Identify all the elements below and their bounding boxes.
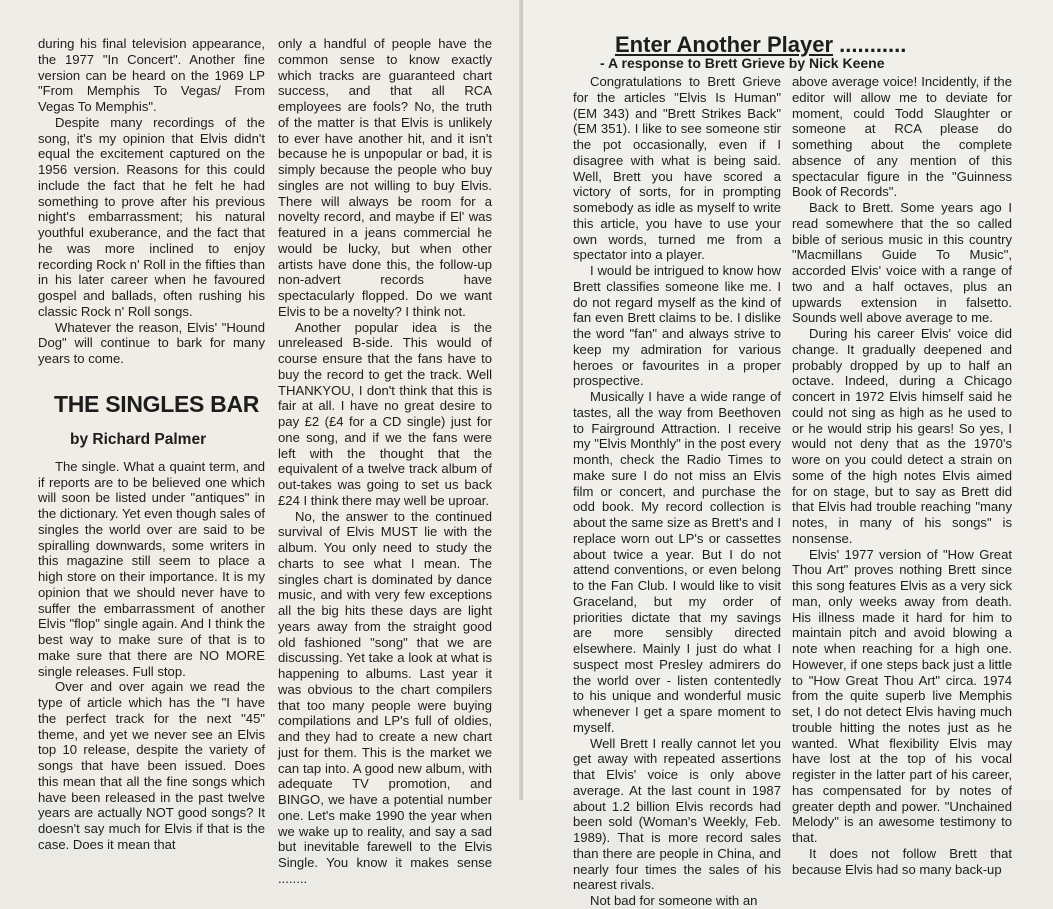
article-subtitle: - A response to Brett Grieve by Nick Keene <box>600 55 885 71</box>
paragraph: No, the answer to the continued survival of Elvis MUST lie with the album. You only need to study the charts to see what I mean. The singles chart is dominated by dance music, and with very few exceptions all the big hits these days are light years away from the straight good old fashioned "song" that we are discussing. Yet take a look at what is happening to albums. Last year it was obvious to the chart compilers that too many people were buying compilations and LP's full of oldies, and they had to create a new chart just for them. This is the market we can tap into. A good new album, with adequate TV promotion, and BINGO, we have a potential number one. Let's make 1990 the year when we wake up to reality, and say a sad but inevitable farewell to the Elvis Single. You know it makes sense ........ <box>278 508 492 886</box>
paragraph: Musically I have a wide range of tastes, all the way from Beethoven to Fairground Attraction. I receive my "Elvis Monthly" in the post every month, check the Radio Times to make sure I do not miss an Elvis film or concert, and purchase the odd book. My record collection is about the same size as Brett's and I replace worn out LP's or cassettes about twice a year. But I do not attend conventions, or even belong to the Fan Club. I would like to visit Graceland, but my order of priorities dictate that my savings are more sensibly directed elsewhere. Mainly I just do what I suspect most Presley admirers do the world over - listen contentedly to his unique and wonderful music whenever I get a spare moment to myself. <box>573 389 781 735</box>
paragraph: Another popular idea is the unreleased B-side. This would of course ensure that the fans have to buy the record to get the track. Well THANKYOU, I don't think that this is fair at all. I have no great desire to pay £2 (£4 for a CD single) just for one song, and if we the fans were left with the thought that the equivalent of a twelve track album of out-takes was going to set us back £24 I think there may well be uproar. <box>278 319 492 508</box>
article-title-text: Enter Another Player <box>615 32 834 57</box>
byline: by Richard Palmer <box>70 430 207 448</box>
paragraph: Over and over again we read the type of article which has the "I have the perfect track for the next "45" theme, and yet we never see an Elvis top 10 release, despite the variety of songs that have been issued. Does this mean that all the fine songs which have been released in the past twelve years are actually NOT good songs? It doesn't say much for Elvis if that is the case. Does it mean that <box>38 679 265 852</box>
left-column-2 <box>278 36 492 887</box>
paragraph: I would be intrigued to know how Brett classifies someone like me. I do not regard myself as the kind of fan even Brett claims to be. I dislike the word "fan" and always strive to keep my admiration for various heroes or favourites in a proper prospective. <box>573 263 781 389</box>
paragraph: Not bad for someone with an <box>590 893 758 908</box>
article-title <box>615 33 906 57</box>
paragraph: above average voice! Incidently, if the editor will allow me to deviate for moment, could Todd Slaughter or someone at RCA please do something about the complete absence of any mention of this spectacular figure in the "Guinness Book of Records". <box>792 74 1012 200</box>
paragraph: It does not follow Brett that because Elvis had so many back-up <box>792 845 1012 877</box>
paragraph: Congratulations to Brett Grieve for the articles "Elvis Is Human" (EM 343) and "Brett Strikes Back" (EM 351). I like to see someone stir the pot occasionally, even if I disagree with what is being said. Well, Brett you have scored a victory of sorts, for in prompting somebody as idle as myself to write this article, you have to use your own words, turned me from a spectator into a player. <box>573 74 781 263</box>
paragraph: during his final television appearance, the 1977 "In Concert". Another fine version can be heard on the 1969 LP "From Memphis To Vegas/ From Vegas To Memphis". <box>38 36 265 114</box>
paragraph: only a handful of people have the common sense to know exactly which tracks are guaranteed chart success, and that all RCA employees are fools? No, the truth of the matter is that Elvis is unlikely to ever have another hit, and it isn't because he is unpopular or bad, it is simply because the people who buy singles are not willing to buy Elvis. There will always be room for a novelty record, and maybe if El' was featured in a jeans commercial he would be lucky, but when other artists have done this, the follow-up non-advert records have spectacularly flopped. Do we want Elvis to be a novelty? I think not. <box>278 36 492 319</box>
paragraph: Back to Brett. Some years ago I read somewhere that the so called bible of serious music in this country "Macmillans Guide To Music", accorded Elvis' voice with a range of two and a half octaves, plus an upwards extension in falsetto. Sounds well above average to me. <box>792 200 1012 326</box>
left-column-1 <box>38 36 265 853</box>
paragraph: The single. What a quaint term, and if reports are to be believed one which will soon be listed under "antiques" in the dictionary. Yet even though sales of singles the world over are said to be spiralling downwards, some writers in this magazine still seem to place a high store on their importance. It is my opinion that we should never have to suffer the embarrassment of another Elvis "flop" single again. And I think the best way to make sure of that is to make sure that there are NO MORE single releases. Full stop. <box>38 458 265 679</box>
paragraph: Despite many recordings of the song, it's my opinion that Elvis didn't equal the excitement captured on the 1956 version. Reasons for this could include the fact that he felt he had something to prove after his previous night's embarrassment; his natural youthful exuberance, and the fact that he was more inclined to enjoy recording Rock n' Roll in the fifties than in his later career when he favoured gospel and ballads, often rushing his classic Rock n' Roll songs. <box>38 114 265 319</box>
right-column-2 <box>792 74 1012 877</box>
right-column-1 <box>573 74 781 909</box>
article-title-dots: ........... <box>833 32 907 57</box>
section-title: THE SINGLES BAR <box>54 390 260 417</box>
paragraph: Elvis' 1977 version of "How Great Thou Art" proves nothing Brett since this song features Elvis as a very sick man, only weeks away from death. His illness made it hard for him to maintain pitch and avoid blowing a note when reaching for a high one. However, if one steps back just a little to "How Great Thou Art" circa. 1974 from the quite superb live Memphis set, I do not detect Elvis having much trouble hitting the notes just as he wanted. What flexibility Elvis may have lost at the top of his vocal register in the latter part of his career, has compensated for by notes of greater depth and power. "Unchained Melody" is an awesome testimony to that. <box>792 546 1012 845</box>
paragraph: During his career Elvis' voice did change. It gradually deepened and probably dropped by up to half an octave. Indeed, during a Chicago concert in 1972 Elvis himself said he could not sing as high as he used to or he would strip his gears! So yes, I would not deny that as the 1970's wore on you could detect a strain on some of the high notes Elvis aimed for on stage, but to say as Brett did that Elvis had trouble reaching "many notes, in many of his songs" is nonsense. <box>792 326 1012 546</box>
paragraph: Well Brett I really cannot let you get away with repeated assertions that Elvis' voice is only above average. At the last count in 1987 about 1.2 billion Elvis records had been sold (Woman's Weekly, Feb. 1989). That is more record sales than there are people in China, and nearly four times the sales of his nearest rivals. <box>573 735 781 893</box>
paragraph: Whatever the reason, Elvis' "Hound Dog" will continue to bark for many years to come. <box>38 319 265 366</box>
left-page <box>0 0 521 886</box>
